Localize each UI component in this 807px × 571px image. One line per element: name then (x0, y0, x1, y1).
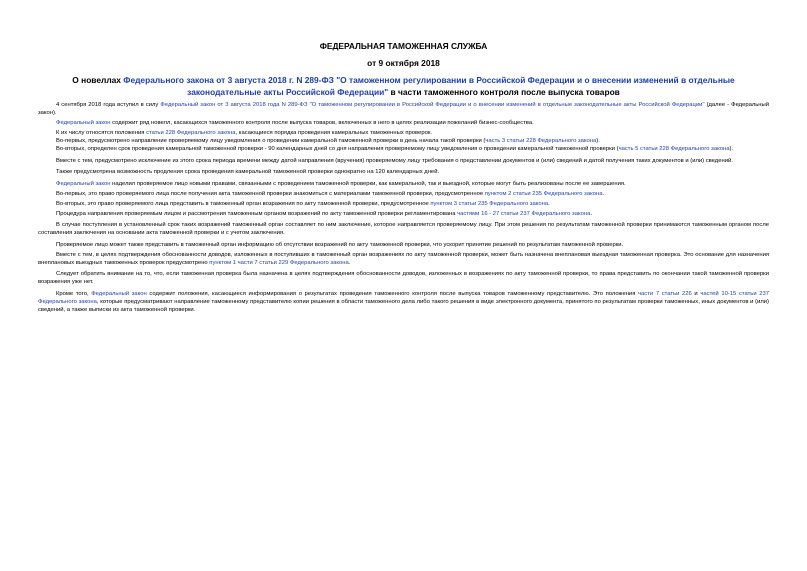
paragraph-text: Во-первых, это право проверяемого лица после получения акта таможенной проверки знакомиться с материалами таможенной проверки, предусмотренное (56, 190, 485, 197)
paragraph-text: Процедура направления проверяемым лицом и рассмотрения таможенным органом возражений по акту таможенной проверки регламентирована (56, 210, 458, 217)
article-235-point-3-link[interactable]: пунктом 3 статьи 235 Федерального закона (430, 200, 549, 207)
paragraph-13 (38, 241, 769, 249)
paragraph-1 (38, 101, 769, 117)
paragraph-text: Следует обратить внимание на то, что, если таможенная проверка была назначена в целях подтверждения обоснованности доводов, изложенных в возражениях по акту таможенной проверки, то права представить по окончании такой таможенной проверки возражения уже нет. (38, 271, 769, 286)
paragraph-9 (38, 190, 769, 198)
paragraph-text: ). (596, 137, 600, 144)
paragraph-text: и (691, 291, 701, 298)
paragraph-text: Во-вторых, определен срок проведения камеральной таможенной проверки - 90 календарных дней со дня направления проверяемому лицу уведомления о проведении камеральной таможенной проверки ( (56, 146, 619, 153)
article-228-link[interactable]: статьи 228 Федерального закона (146, 129, 236, 136)
paragraph-text: . (602, 190, 605, 197)
paragraph-text: Кроме того, (56, 291, 92, 298)
paragraph-14 (38, 251, 769, 267)
law-link[interactable]: Федеральный закон (91, 291, 147, 298)
paragraph-8 (38, 180, 769, 188)
paragraph-16 (38, 290, 769, 314)
title-law-link[interactable]: Федерального закона от 3 августа 2018 г. N 289-ФЗ "О таможенном регулировании в Российской Федерации и о внесении изменений в отдельные законодательные акты Российской Федерации" (123, 75, 735, 97)
paragraph-15 (38, 270, 769, 286)
article-237-parts-10-15-link[interactable]: частей 10-15 статьи 237 Федерального закона (38, 291, 769, 306)
paragraph-4 (38, 137, 769, 145)
title-text-prefix: О новеллах (72, 75, 124, 85)
paragraph-6 (38, 157, 769, 165)
paragraph-text: , касающиеся порядка проведения камеральных таможенных проверок. (235, 129, 432, 136)
paragraph-3 (38, 129, 769, 137)
paragraph-text: . (548, 200, 550, 207)
article-237-parts-16-27-link[interactable]: частями 16 - 27 статьи 237 Федерального закона (457, 210, 591, 217)
article-229-part-7-link[interactable]: пунктом 1 части 7 статьи 229 Федерального закона (209, 259, 349, 266)
document-title (38, 75, 769, 98)
paragraph-text: Вместе с тем, предусмотрено исключение из этого срока периода времени между датой направления (вручения) проверяемому лицу требования о представлении документов и (или) сведений и датой получения таких документов и (или) сведений. (56, 157, 733, 164)
paragraph-12 (38, 221, 769, 237)
article-228-part-3-link[interactable]: часть 3 статьи 228 Федерального закона (485, 137, 597, 144)
paragraph-text: Во-первых, предусмотрено направление проверяемому лицу уведомления о проведении камеральной таможенной проверки в день начала такой проверки ( (56, 137, 486, 144)
paragraph-text: К их числу относятся положения (56, 129, 147, 136)
paragraph-text: наделил проверяемое лицо новыми правами, связанными с проведением таможенной проверки, как камеральной, так и выездной, которые могут быть реализованы после ее завершения. (110, 180, 626, 187)
paragraph-10 (38, 200, 769, 208)
paragraph-5 (38, 145, 769, 153)
paragraph-7 (38, 168, 769, 176)
document-date: от 9 октября 2018 (367, 58, 440, 68)
paragraph-text: Во-вторых, это право проверяемого лица представить в таможенный орган возражения по акту таможенной проверки, предусмотренное (56, 200, 431, 207)
paragraph-text: . (590, 210, 592, 217)
paragraph-text: , которые предусматривают направление таможенному представителю копии решения в области таможенного дела либо такого решения в виде электронного документа, принятого по результатам проверки таможенных, иных документов и (или) сведений, а также выписки из акта таможенной проверки. (38, 299, 769, 314)
article-226-part-7-link[interactable]: части 7 статьи 226 (638, 291, 692, 298)
paragraph-text: В случае поступления в установленный срок таких возражений таможенный орган составляет по ним заключение, которое направляется проверяемому лицу. При этом решения по результатам таможенной проверки принимаются таможенным органом после составления заключения на основании акта таможенной проверки и с учетом заключения. (38, 222, 769, 237)
paragraph-text: содержит ряд новелл, касающихся таможенного контроля после выпуска товаров, включенных в него в целях реализации пожеланий бизнес-сообщества. (110, 119, 534, 126)
paragraph-text: Вместе с тем, в целях подтверждения обоснованности доводов, изложенных в поступивших в таможенный орган возражениях по акту таможенной проверки, может быть назначена внеплановая выездная таможенная проверка. Это основание для назначения внеплановых выездных таможенных проверок предусмотрено (38, 251, 769, 266)
paragraph-text: Проверяемое лицо может также представить в таможенный орган информацию об отсутствии возражений по акту таможенной проверки, что ускорит принятие решений по результатам таможенной проверки. (56, 241, 624, 248)
paragraph-text: (далее - Федеральный закон). (38, 102, 769, 117)
paragraph-text: Также предусмотрена возможность продления срока проведения камеральной таможенной проверки однократно на 120 календарных дней. (56, 169, 440, 176)
document-body (38, 101, 769, 314)
law-link[interactable]: Федеральный закон (56, 180, 111, 187)
article-228-part-5-link[interactable]: часть 5 статьи 228 Федерального закона (618, 146, 730, 153)
paragraph-11 (38, 210, 769, 218)
article-235-point-2-link[interactable]: пунктом 2 статьи 235 Федерального закона (484, 190, 603, 197)
paragraph-text: 4 сентября 2018 года вступил в силу (56, 102, 161, 108)
paragraph-text: . (348, 259, 351, 266)
paragraph-text: содержит положения, касающиеся информирования о результатах проведения таможенного контроля после выпуска товаров таможенному представителю. Это положения (146, 291, 639, 298)
paragraph-2 (38, 119, 769, 127)
law-link[interactable]: Федеральный закон от 3 августа 2018 года N 289-ФЗ "О таможенном регулировании в Российской Федерации и о внесении изменений в отдельные законодательные акты Российской Федерации" (160, 102, 705, 108)
law-link[interactable]: Федеральный закон (56, 119, 111, 126)
agency-heading: ФЕДЕРАЛЬНАЯ ТАМОЖЕННАЯ СЛУЖБА (319, 41, 488, 51)
paragraph-text: ). (729, 146, 734, 153)
title-text-suffix: в части таможенного контроля после выпуска товаров (388, 86, 620, 97)
